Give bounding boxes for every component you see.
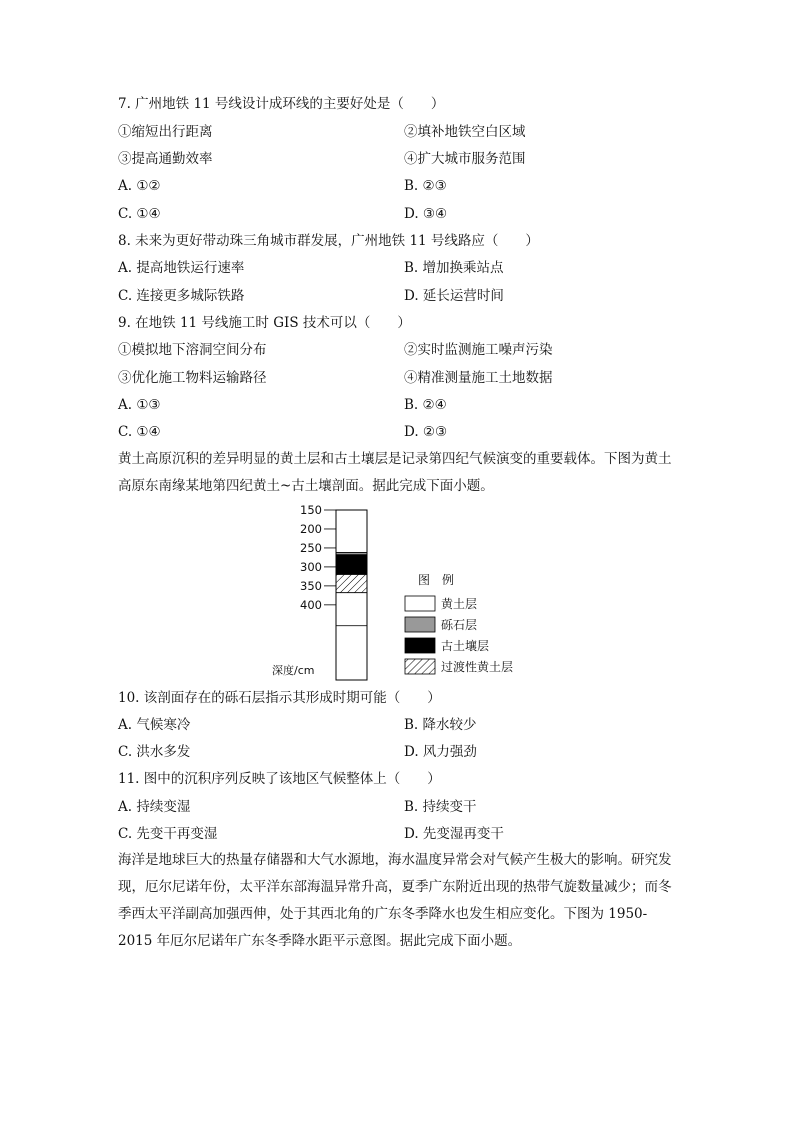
option-a[interactable]: A. ①③ bbox=[118, 397, 161, 413]
depth-tick-label: 350 bbox=[300, 578, 322, 593]
statement: ③优化施工物料运输路径 bbox=[118, 370, 267, 386]
option-a[interactable]: A. ①② bbox=[118, 178, 161, 194]
option-b[interactable]: B. 降水较少 bbox=[404, 717, 477, 733]
axis-label: 深度/cm bbox=[272, 664, 315, 677]
question-stem: 9. 在地铁 11 号线施工时 GIS 技术可以（ ） bbox=[118, 315, 411, 331]
statement: ①缩短出行距离 bbox=[118, 124, 213, 140]
option-c[interactable]: C. 先变干再变湿 bbox=[118, 826, 218, 842]
passage-loess: 黄土高原沉积的差异明显的黄土层和古土壤层是记录第四纪气候演变的重要载体。下图为黄土高原东南缘某地第四纪黄土~古土壤剖面。据此完成下面小题。 bbox=[118, 451, 672, 494]
legend-loess-label: 黄土层 bbox=[441, 597, 478, 611]
question-stem: 11. 图中的沉积序列反映了该地区气候整体上（ ） bbox=[118, 771, 441, 787]
loess-layer bbox=[336, 510, 367, 552]
option-b[interactable]: B. ②④ bbox=[404, 397, 447, 413]
option-a[interactable]: A. 持续变湿 bbox=[118, 799, 191, 815]
option-d[interactable]: D. ②③ bbox=[404, 424, 448, 440]
loess-layer bbox=[336, 593, 367, 626]
option-c[interactable]: C. ①④ bbox=[118, 424, 161, 440]
legend-gravel-swatch bbox=[405, 617, 435, 632]
option-b[interactable]: B. 持续变干 bbox=[404, 799, 477, 815]
option-a[interactable]: A. 气候寒冷 bbox=[118, 717, 191, 733]
option-c[interactable]: C. 连接更多城际铁路 bbox=[118, 288, 245, 304]
question-stem: 8. 未来为更好带动珠三角城市群发展，广州地铁 11 号线路应（ ） bbox=[118, 233, 539, 249]
statement: ②实时监测施工噪声污染 bbox=[404, 342, 553, 358]
legend-paleosol-swatch bbox=[405, 638, 435, 653]
legend-transitional-loess-swatch bbox=[405, 659, 435, 674]
option-c[interactable]: C. ①④ bbox=[118, 206, 161, 222]
legend-paleosol-label: 古土壤层 bbox=[441, 639, 490, 653]
passage-enso: 海洋是地球巨大的热量存储器和大气水源地，海水温度异常会对气候产生极大的影响。研究发现，厄尔尼诺年份，太平洋东部海温异常升高，夏季广东附近出现的热带气旋数量减少；而冬季西太平洋副高加强西伸，处于其西北角的广东冬季降水也发生相应变化。下图为 1950-2015 年厄尔尼诺年广东冬季降水距平示意图。据此完成下面小题。 bbox=[118, 852, 672, 949]
option-a[interactable]: A. 提高地铁运行速率 bbox=[118, 260, 245, 276]
option-d[interactable]: D. 先变湿再变干 bbox=[404, 826, 504, 842]
legend-transitional-loess-label: 过渡性黄土层 bbox=[441, 660, 514, 674]
depth-tick-label: 200 bbox=[300, 521, 322, 536]
option-d[interactable]: D. ③④ bbox=[404, 206, 448, 222]
depth-tick-label: 150 bbox=[300, 503, 322, 517]
question-stem: 7. 广州地铁 11 号线设计成环线的主要好处是（ ） bbox=[118, 96, 445, 112]
depth-tick-label: 250 bbox=[300, 540, 322, 555]
statement: ④精准测量施工土地数据 bbox=[404, 370, 553, 386]
legend-loess-swatch bbox=[405, 596, 435, 611]
statement: ③提高通勤效率 bbox=[118, 151, 213, 167]
option-b[interactable]: B. ②③ bbox=[404, 178, 447, 194]
option-c[interactable]: C. 洪水多发 bbox=[118, 744, 191, 760]
question-stem: 10. 该剖面存在的砾石层指示其形成时期可能（ ） bbox=[118, 690, 441, 706]
option-d[interactable]: D. 风力强劲 bbox=[404, 744, 477, 760]
statement: ④扩大城市服务范围 bbox=[404, 151, 526, 167]
depth-tick-label: 300 bbox=[300, 559, 322, 574]
option-b[interactable]: B. 增加换乘站点 bbox=[404, 260, 504, 276]
loess-profile-figure bbox=[270, 500, 540, 685]
statement: ②填补地铁空白区域 bbox=[404, 124, 526, 140]
depth-tick-label: 400 bbox=[300, 597, 322, 612]
legend-gravel-label: 砾石层 bbox=[441, 618, 478, 632]
paleosol-layer bbox=[336, 555, 367, 575]
statement: ①模拟地下溶洞空间分布 bbox=[118, 342, 267, 358]
transitional-loess-layer bbox=[336, 574, 367, 592]
option-d[interactable]: D. 延长运营时间 bbox=[404, 288, 504, 304]
legend-title: 图 例 bbox=[418, 573, 455, 587]
